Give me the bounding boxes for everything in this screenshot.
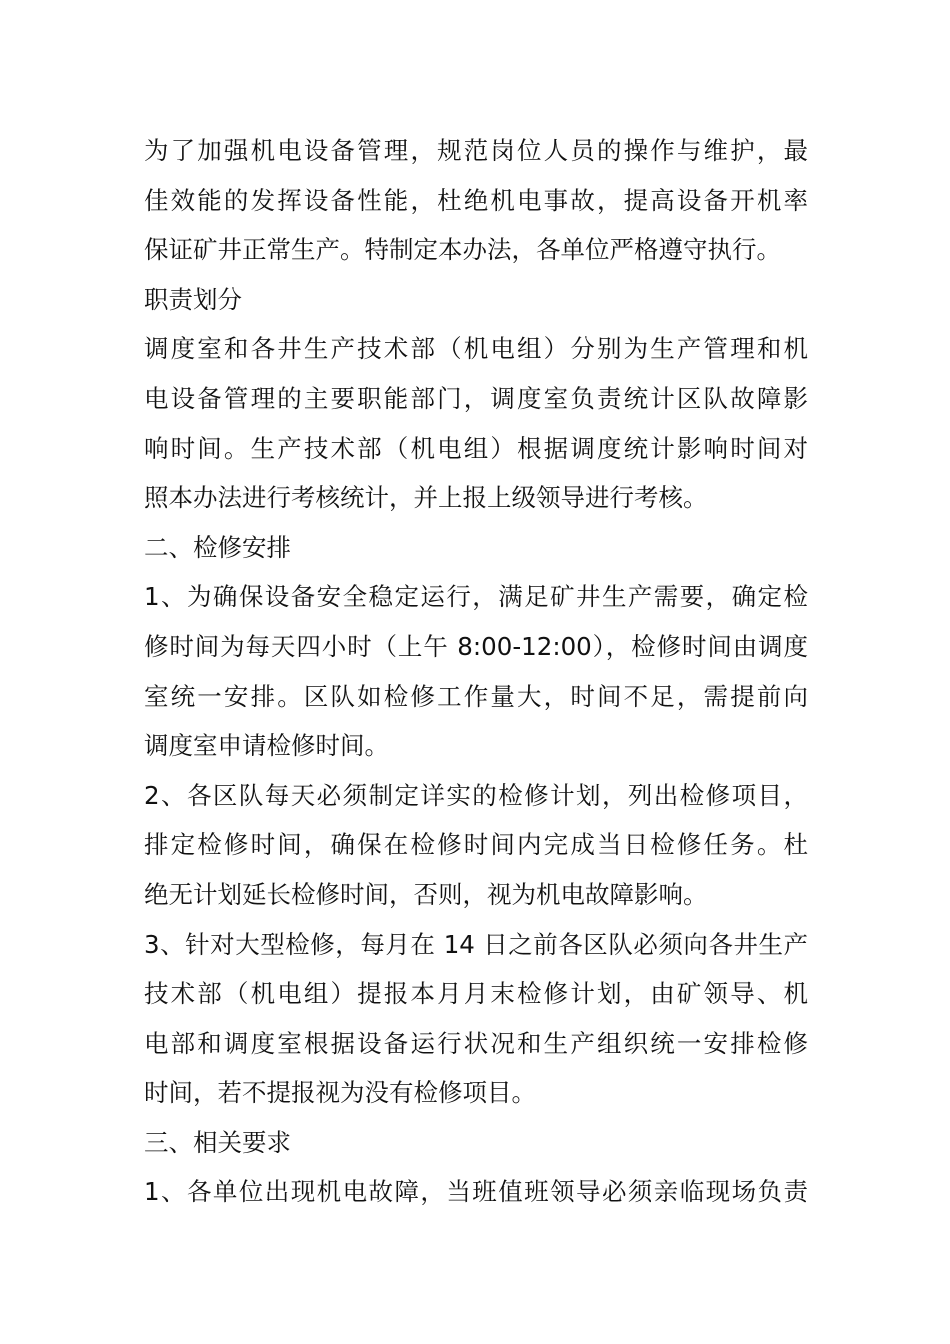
paragraph-line: 为了加强机电设备管理，规范岗位人员的操作与维护，最 [144,136,808,165]
list-item-line: 室统一安排。区队如检修工作量大，时间不足，需提前向 [144,681,808,711]
paragraph-line: 响时间。生产技术部（机电组）根据调度统计影响时间对 [144,433,808,463]
list-item-line: 绝无计划延长检修时间，否则，视为机电故障影响。 [144,879,708,909]
paragraph-line: 保证矿井正常生产。特制定本办法，各单位严格遵守执行。 [144,235,781,265]
list-item-line: 时间，若不提报视为没有检修项目。 [144,1078,536,1108]
list-item-line: 调度室申请检修时间。 [144,731,389,761]
paragraph-line: 调度室和各井生产技术部（机电组）分别为生产管理和机 [144,334,808,364]
paragraph-line: 照本办法进行考核统计，并上报上级领导进行考核。 [144,483,708,513]
section-heading-requirements: 三、相关要求 [144,1127,291,1157]
list-item-line: 3、针对大型检修，每月在 14 日之前各区队必须向各井生产 [144,929,808,959]
list-item-line: 2、各区队每天必须制定详实的检修计划，列出检修项目， [144,780,808,810]
list-item-line: 1、为确保设备安全稳定运行，满足矿井生产需要，确定检 [144,582,808,612]
list-item-line: 修时间为每天四小时（上午 8:00-12:00），检修时间由调度 [144,631,808,661]
section-heading-duties: 职责划分 [144,284,242,314]
paragraph-line: 佳效能的发挥设备性能，杜绝机电事故，提高设备开机率 [144,185,808,215]
list-item-line: 技术部（机电组）提报本月月末检修计划，由矿领导、机 [144,979,808,1009]
paragraph-line: 电设备管理的主要职能部门，调度室负责统计区队故障影 [144,383,808,413]
document-body [144,126,808,1217]
section-heading-maintenance: 二、检修安排 [144,532,291,562]
list-item-line: 电部和调度室根据设备运行状况和生产组织统一安排检修 [144,1028,808,1058]
list-item-line: 1、各单位出现机电故障，当班值班领导必须亲临现场负责 [144,1177,808,1207]
list-item-line: 排定检修时间，确保在检修时间内完成当日检修任务。杜 [144,830,808,860]
